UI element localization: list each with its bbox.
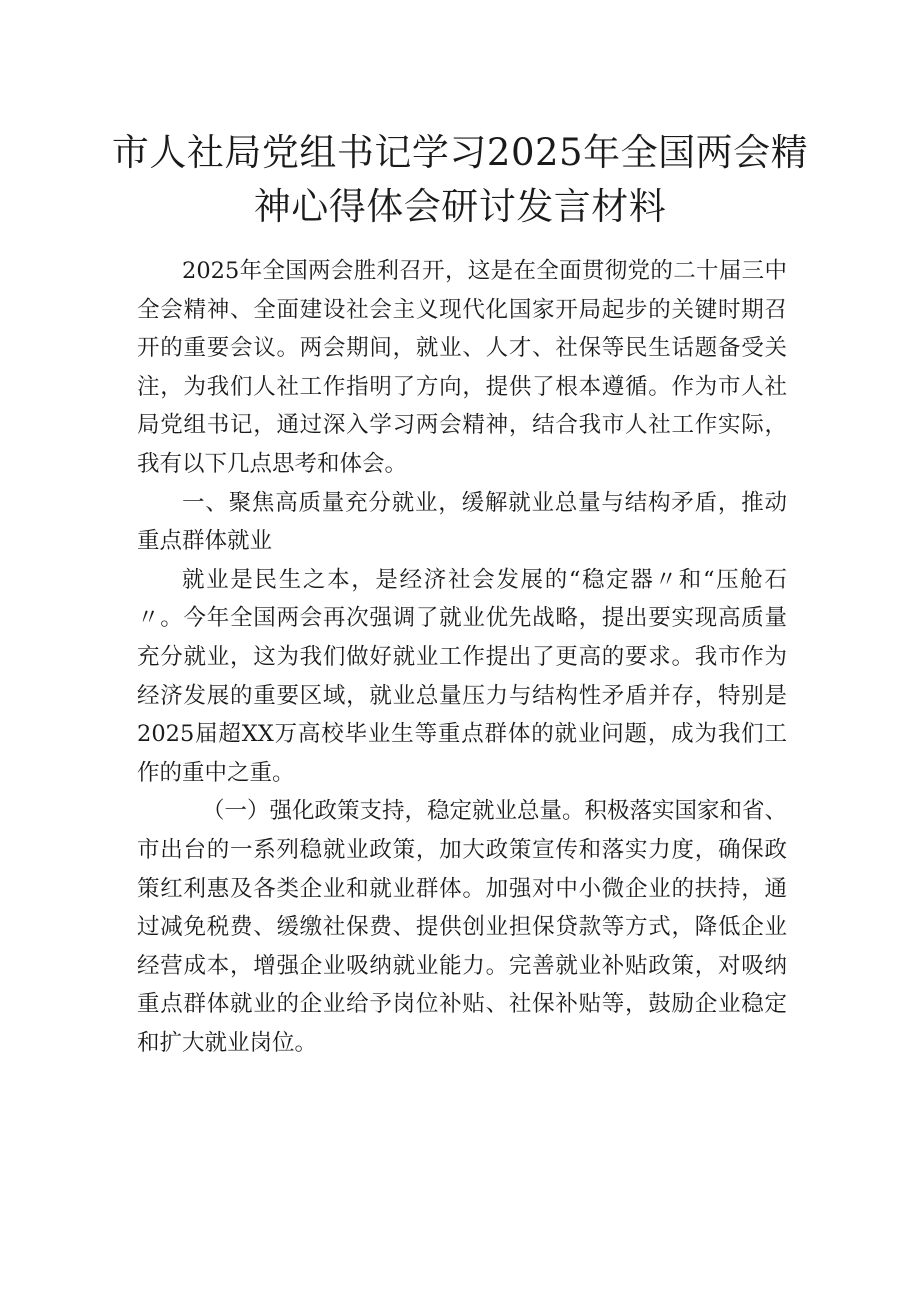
- subsection-1-paragraph: （一）强化政策支持，稳定就业总量。积极落实国家和省、市出台的一系列稳就业政策，加大政策宣传和落实力度，确保政策红利惠及各类企业和就业群体。加强对中小微企业的扶持，通过减免税费、缓缴社保费、提供创业担保贷款等方式，降低企业经营成本，增强企业吸纳就业能力。完善就业补贴政策，对吸纳重点群体就业的企业给予岗位补贴、社保补贴等，鼓励企业稳定和扩大就业岗位。: [137, 798, 788, 1056]
- paragraph-intro: 2025年全国两会胜利召开，这是在全面贯彻党的二十届三中全会精神、全面建设社会主义现代化国家开局起步的关键时期召开的重要会议。两会期间，就业、人才、社保等民生话题备受关注，为我们人社工作指明了方向，提供了根本遵循。作为市人社局党组书记，通过深入学习两会精神，结合我市人社工作实际，我有以下几点思考和体会。: [137, 258, 787, 477]
- document-title-line-2: 神心得体会研讨发言材料: [253, 185, 667, 228]
- document-title-line-1: 市人社局党组书记学习2025年全国两会精: [111, 131, 809, 174]
- paragraph-employment: 就业是民生之本，是经济社会发展的“稳定器〃和“压舱石〃。今年全国两会再次强调了就业优先战略，提出要实现高质量充分就业，这为我们做好就业工作提出了更高的要求。我市作为经济发展的重要区域，就业总量压力与结构性矛盾并存，特别是2025届超XX万高校毕业生等重点群体的就业问题，成为我们工作的重中之重。: [137, 566, 787, 786]
- document-body: [137, 252, 787, 1062]
- section-heading-1: 一、聚焦高质量充分就业，缓解就业总量与结构矛盾，推动重点群体就业: [137, 489, 787, 555]
